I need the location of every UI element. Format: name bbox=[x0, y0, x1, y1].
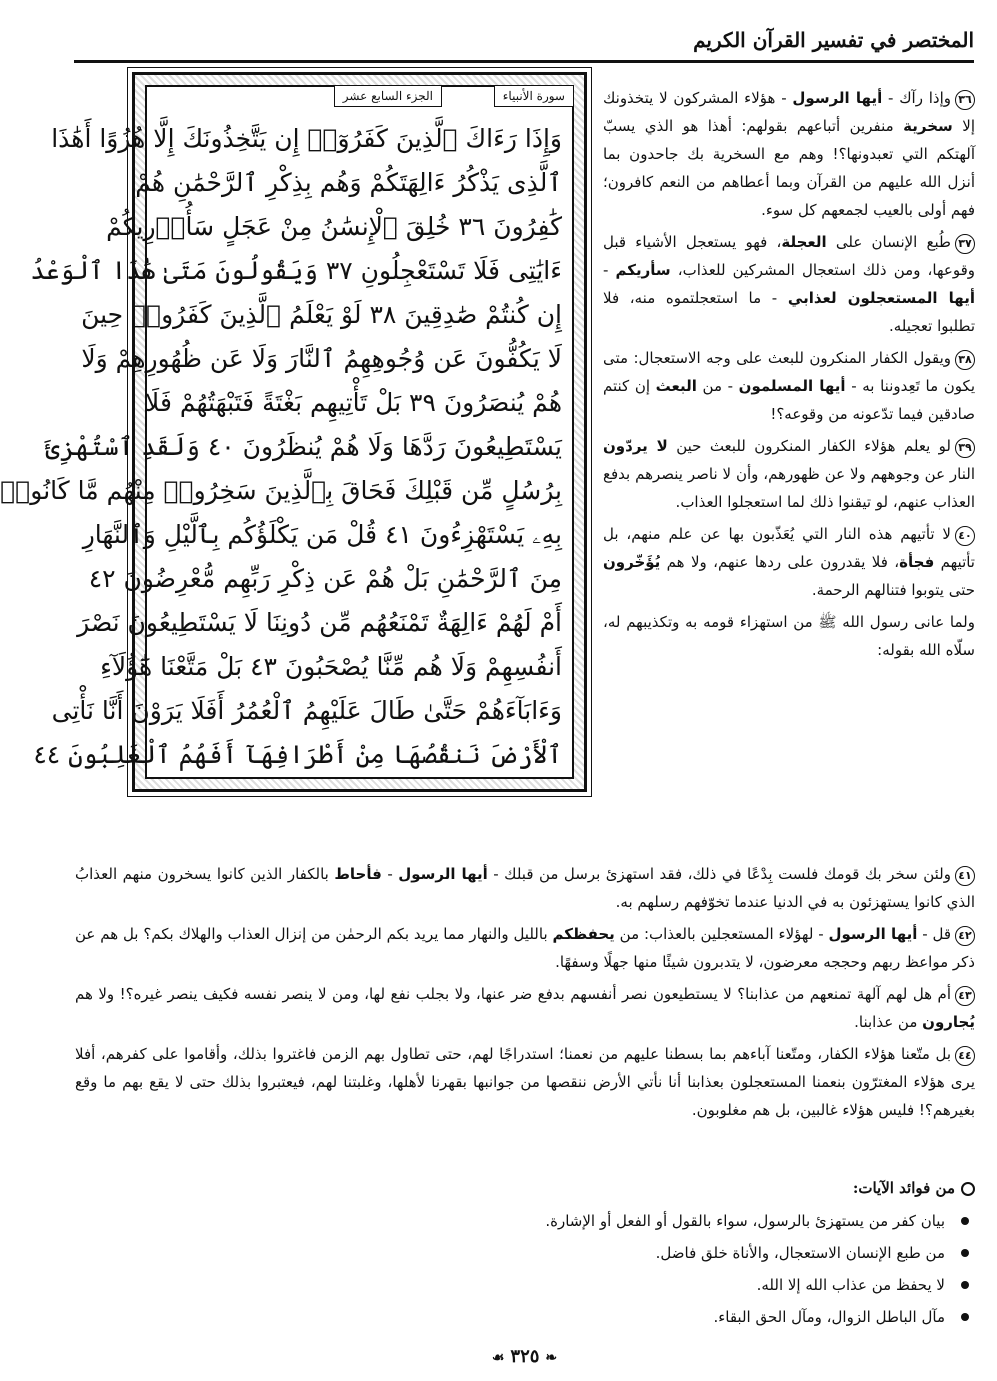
ayah-line: بِرُسُلٍ مِّن قَبْلِكَ فَحَاقَ بِٱلَّذِينَ سَخِرُوا۟ مِنْهُم مَّا كَانُوا۟ bbox=[0, 476, 562, 505]
benefits-title: من فوائد الآيات: bbox=[75, 1175, 975, 1201]
highlighted-word: أيها الرسول bbox=[792, 89, 883, 107]
benefit-item: مآل الباطل الزوال، ومآل الحق البقاء. bbox=[75, 1301, 975, 1333]
benefits-list bbox=[75, 1205, 975, 1333]
ayah-line: يَسْتَطِيعُونَ رَدَّهَا وَلَا هُمْ يُنظَرُونَ ٤٠ وَلَقَدِ ٱسْتُهْزِئَ bbox=[45, 432, 562, 461]
ayah-line: بِهِۦ يَسْتَهْزِءُونَ ٤١ قُلْ مَن يَكْلَؤُكُم بِٱلَّيْلِ وَٱلنَّهَارِ bbox=[82, 520, 562, 549]
benefit-item: بيان كفر من يستهزئ بالرسول، سواء بالقول أو الفعل أو الإشارة. bbox=[75, 1205, 975, 1237]
tafsir-entry bbox=[75, 1040, 975, 1124]
ayah-number-badge: ٤٣ bbox=[955, 986, 975, 1006]
ayah-line: لَا يَكُفُّونَ عَن وُجُوهِهِمُ ٱلنَّارَ وَلَا عَن ظُهُورِهِمْ وَلَا bbox=[81, 344, 562, 373]
tafsir-text: ولما عانى رسول الله ﷺ من استهزاء قومه به وتكذيبهم له، سلّاه الله بقوله: bbox=[603, 613, 975, 659]
highlighted-word: يُجارون bbox=[922, 1013, 975, 1031]
tafsir-text: ، فهو يستعجل الأشياء قبل وقوعها، ومن ذلك استعجال المشركين للعذاب، bbox=[603, 233, 975, 279]
highlighted-word: أيها الرسول bbox=[828, 925, 918, 943]
tafsir-text: قل - bbox=[917, 925, 952, 943]
header-rule bbox=[74, 60, 974, 63]
tafsir-text: النار عن وجوههم ولا عن ظهورهم، وأن لا ناصر ينصرهم بدفع العذاب عنهم، لو تيقنوا ذلك لما استعجلوا العذاب. bbox=[603, 465, 975, 511]
tafsir-text: من عذابنا. bbox=[854, 1013, 923, 1031]
highlighted-word: أيها الرسول bbox=[398, 865, 488, 883]
tafsir-text: حتى يتوبوا فتنالهم الرحمة. bbox=[811, 581, 975, 599]
tafsir-text: أم هل لهم آلهة تمنعهم من عذابنا؟ لا يستطيعون نصر أنفسهم بدفع ضر عنها، ولا بجلب نفع لها، ومن لا ينصر نفسه فكيف ينصر غيره؟! ولا هم bbox=[75, 985, 951, 1003]
tafsir-entry bbox=[603, 432, 975, 516]
highlighted-word: فأحاط bbox=[334, 865, 382, 883]
tafsir-text: - ما استعجلتموه منه، فلا تطلبوا تعجيله. bbox=[603, 289, 975, 335]
tafsir-text: - من bbox=[696, 377, 739, 395]
ayah-line: إِن كُنتُمْ صَٰدِقِينَ ٣٨ لَوْ يَعْلَمُ ٱلَّذِينَ كَفَرُوا۟ حِينَ bbox=[81, 300, 562, 329]
ornament-right-icon: ☙ bbox=[491, 1350, 505, 1366]
highlighted-word: سأريكم bbox=[615, 261, 671, 279]
tafsir-entry bbox=[75, 980, 975, 1036]
ayah-line: أَمْ لَهُمْ ءَالِهَةٌ تَمْنَعُهُم مِّن دُونِنَا لَا يَسْتَطِيعُونَ نَصْرَ bbox=[77, 608, 562, 637]
ayah-line: ٱلَّذِى يَذْكُرُ ءَالِهَتَكُمْ وَهُم بِذِكْرِ ٱلرَّحْمَٰنِ هُمْ bbox=[135, 168, 562, 197]
surah-label: سورة الأنبياء bbox=[494, 85, 574, 107]
highlighted-word: أيها المسلمون bbox=[738, 377, 846, 395]
tafsir-text: بالكفار الذين كانوا يسخرون منهم العذابُ الذي كانوا يستهزئون به في الدنيا عندما تخوّفهم رسلهم به. bbox=[75, 865, 975, 911]
tafsir-text: ، فلا يقدرون على ردها عنهم، ولا هم bbox=[660, 553, 900, 571]
page-header bbox=[74, 10, 974, 60]
highlighted-word: العجلة bbox=[781, 233, 827, 251]
ayah-line: كَٰفِرُونَ ٣٦ خُلِقَ ٱلْإِنسَٰنُ مِنْ عَجَلٍ سَأُو۟رِيكُمْ bbox=[106, 212, 562, 241]
benefit-item: لا يحفظ من عذاب الله إلا الله. bbox=[75, 1269, 975, 1301]
tafsir-text: لو يعلم هؤلاء الكفار المنكرون للبعث حين bbox=[667, 437, 951, 455]
highlighted-word: لا يردّون bbox=[603, 437, 668, 455]
ayah-number-badge: ٤٤ bbox=[955, 1046, 975, 1066]
tafsir-text: بالليل والنهار مما يريد بكم الرحمٰن من إنزال العذاب والهلاك بكم؟ بل هم عن ذكر مواعظ ربهم وحججه معرضون، لا يتدبرون شيئًا منها جهلًا وسفهًا. bbox=[75, 925, 975, 971]
side-commentary bbox=[603, 84, 975, 668]
full-commentary bbox=[75, 860, 975, 1128]
ayah-number-badge: ٣٦ bbox=[955, 90, 975, 110]
highlighted-word: يحفظكم bbox=[552, 925, 615, 943]
tafsir-text: - bbox=[603, 261, 616, 279]
ayah-line: أَنفُسِهِمْ وَلَا هُم مِّنَّا يُصْحَبُونَ ٤٣ بَلْ مَتَّعْنَا هَٰٓؤُلَآءِ bbox=[100, 652, 562, 681]
benefits-section bbox=[75, 1175, 975, 1333]
highlighted-word: فجأة bbox=[899, 553, 935, 571]
ornament-icon bbox=[961, 1182, 975, 1196]
tafsir-text: طُبع الإنسان على bbox=[826, 233, 951, 251]
ayah-number-badge: ٤٢ bbox=[955, 926, 975, 946]
highlighted-word: يُؤَخّرون bbox=[603, 553, 661, 571]
tafsir-text: - bbox=[381, 865, 399, 883]
page-footer bbox=[52, 1346, 997, 1367]
mushaf-frame bbox=[0, 72, 587, 792]
ayah-line: ٱلْأَرْضَ نَنقُصُهَا مِنْ أَطْرَافِهَآ أَفَهُمُ ٱلْغَٰلِبُونَ ٤٤ bbox=[33, 740, 562, 769]
ayah-line: مِنَ ٱلرَّحْمَٰنِ بَلْ هُمْ عَن ذِكْرِ رَبِّهِم مُّعْرِضُونَ ٤٢ bbox=[88, 564, 562, 593]
ornament-left-icon: ❧ bbox=[545, 1350, 558, 1366]
tafsir-entry bbox=[603, 84, 975, 224]
tafsir-text: إن كنتم صادقين فيما تدّعونه من وقوعه؟! bbox=[603, 377, 975, 423]
ayah-number-badge: ٣٧ bbox=[955, 234, 975, 254]
tafsir-text: - هؤلاء المشركون لا يتخذونك إلا bbox=[603, 89, 975, 135]
tafsir-entry bbox=[603, 608, 975, 664]
juz-label: الجزء السابع عشر bbox=[334, 85, 442, 107]
tafsir-entry bbox=[603, 228, 975, 340]
ayah-line: ءَايَٰتِى فَلَا تَسْتَعْجِلُونِ ٣٧ وَيَقُولُونَ مَتَىٰ هَٰذَا ٱلْوَعْدُ bbox=[30, 256, 562, 285]
tafsir-text: ويقول الكفار المنكرون للبعث على وجه الاستعجال: متى يكون ما تَعِدوننا به - bbox=[603, 349, 975, 395]
tafsir-text: وإذا رآك - bbox=[882, 89, 952, 107]
mushaf-page bbox=[0, 85, 574, 779]
ayah-line: وَءَابَآءَهُمْ حَتَّىٰ طَالَ عَلَيْهِمُ ٱلْعُمُرُ أَفَلَا يَرَوْنَ أَنَّا نَأْتِى bbox=[51, 696, 562, 725]
book-title: المختصر في تفسير القرآن الكريم bbox=[693, 28, 974, 52]
ayah-number-badge: ٣٩ bbox=[955, 438, 975, 458]
tafsir-text: بل متّعنا هؤلاء الكفار، ومتّعنا آباءهم بما بسطنا عليهم من نعمنا؛ استدراجًا لهم، حتى تطاول بهم الزمن فاغتروا بذلك، وأقاموا على كفرهم، أفلا يرى هؤلاء المغترّون بنعمنا المستعجلون بعذابنا أنا نأتي الأرض ننقصها من جوانبها بقهرنا لأهلها، وغلبتنا لهم، فيعتبروا بذلك حتى لا يقع بهم ما وقع بغيرهم؟! فليس هؤلاء غالبين، بل هم مغلوبون. bbox=[75, 1045, 975, 1119]
tafsir-text: ولئن سخر بك قومك فلست بِدْعًا في ذلك، فقد استهزئ برسل من قبلك - bbox=[487, 865, 951, 883]
page-number: ٣٢٥ bbox=[510, 1346, 540, 1367]
tafsir-text: منفرين أتباعهم بقولهم: أهذا هو الذي يسبّ آلهتكم التي تعبدونها؟! وهم مع السخرية بك جاحدون بما أنزل الله عليهم من القرآن وبما أعطاهم من النعم كافرون؛ فهم أولى بالعيب لجمعهم كل سوء. bbox=[603, 117, 975, 219]
tafsir-text: - لهؤلاء المستعجلين بالعذاب: من bbox=[614, 925, 829, 943]
highlighted-word: البعث bbox=[655, 377, 697, 395]
tafsir-text: لا تأتيهم هذه النار التي يُعَذّبون بها عن علم منهم، بل تأتيهم bbox=[603, 525, 975, 571]
ayah-line: هُمْ يُنصَرُونَ ٣٩ بَلْ تَأْتِيهِم بَغْتَةً فَتَبْهَتُهُمْ فَلَا bbox=[145, 388, 562, 417]
ayah-line: وَإِذَا رَءَاكَ ٱلَّذِينَ كَفَرُوٓا۟ إِن يَتَّخِذُونَكَ إِلَّا هُزُوًا أَهَٰذَا bbox=[51, 124, 562, 153]
highlighted-word: أيها المستعجلون لعذابي bbox=[787, 289, 975, 307]
ayah-number-badge: ٤١ bbox=[955, 866, 975, 886]
tafsir-entry bbox=[75, 920, 975, 976]
highlighted-word: سخرية bbox=[903, 117, 953, 135]
tafsir-entry bbox=[75, 860, 975, 916]
ayah-number-badge: ٤٠ bbox=[955, 526, 975, 546]
tafsir-entry bbox=[603, 344, 975, 428]
ayah-number-badge: ٣٨ bbox=[955, 350, 975, 370]
benefit-item: من طبع الإنسان الاستعجال، والأناة خلق فاضل. bbox=[75, 1237, 975, 1269]
tafsir-entry bbox=[603, 520, 975, 604]
ayah-lines bbox=[0, 117, 562, 769]
